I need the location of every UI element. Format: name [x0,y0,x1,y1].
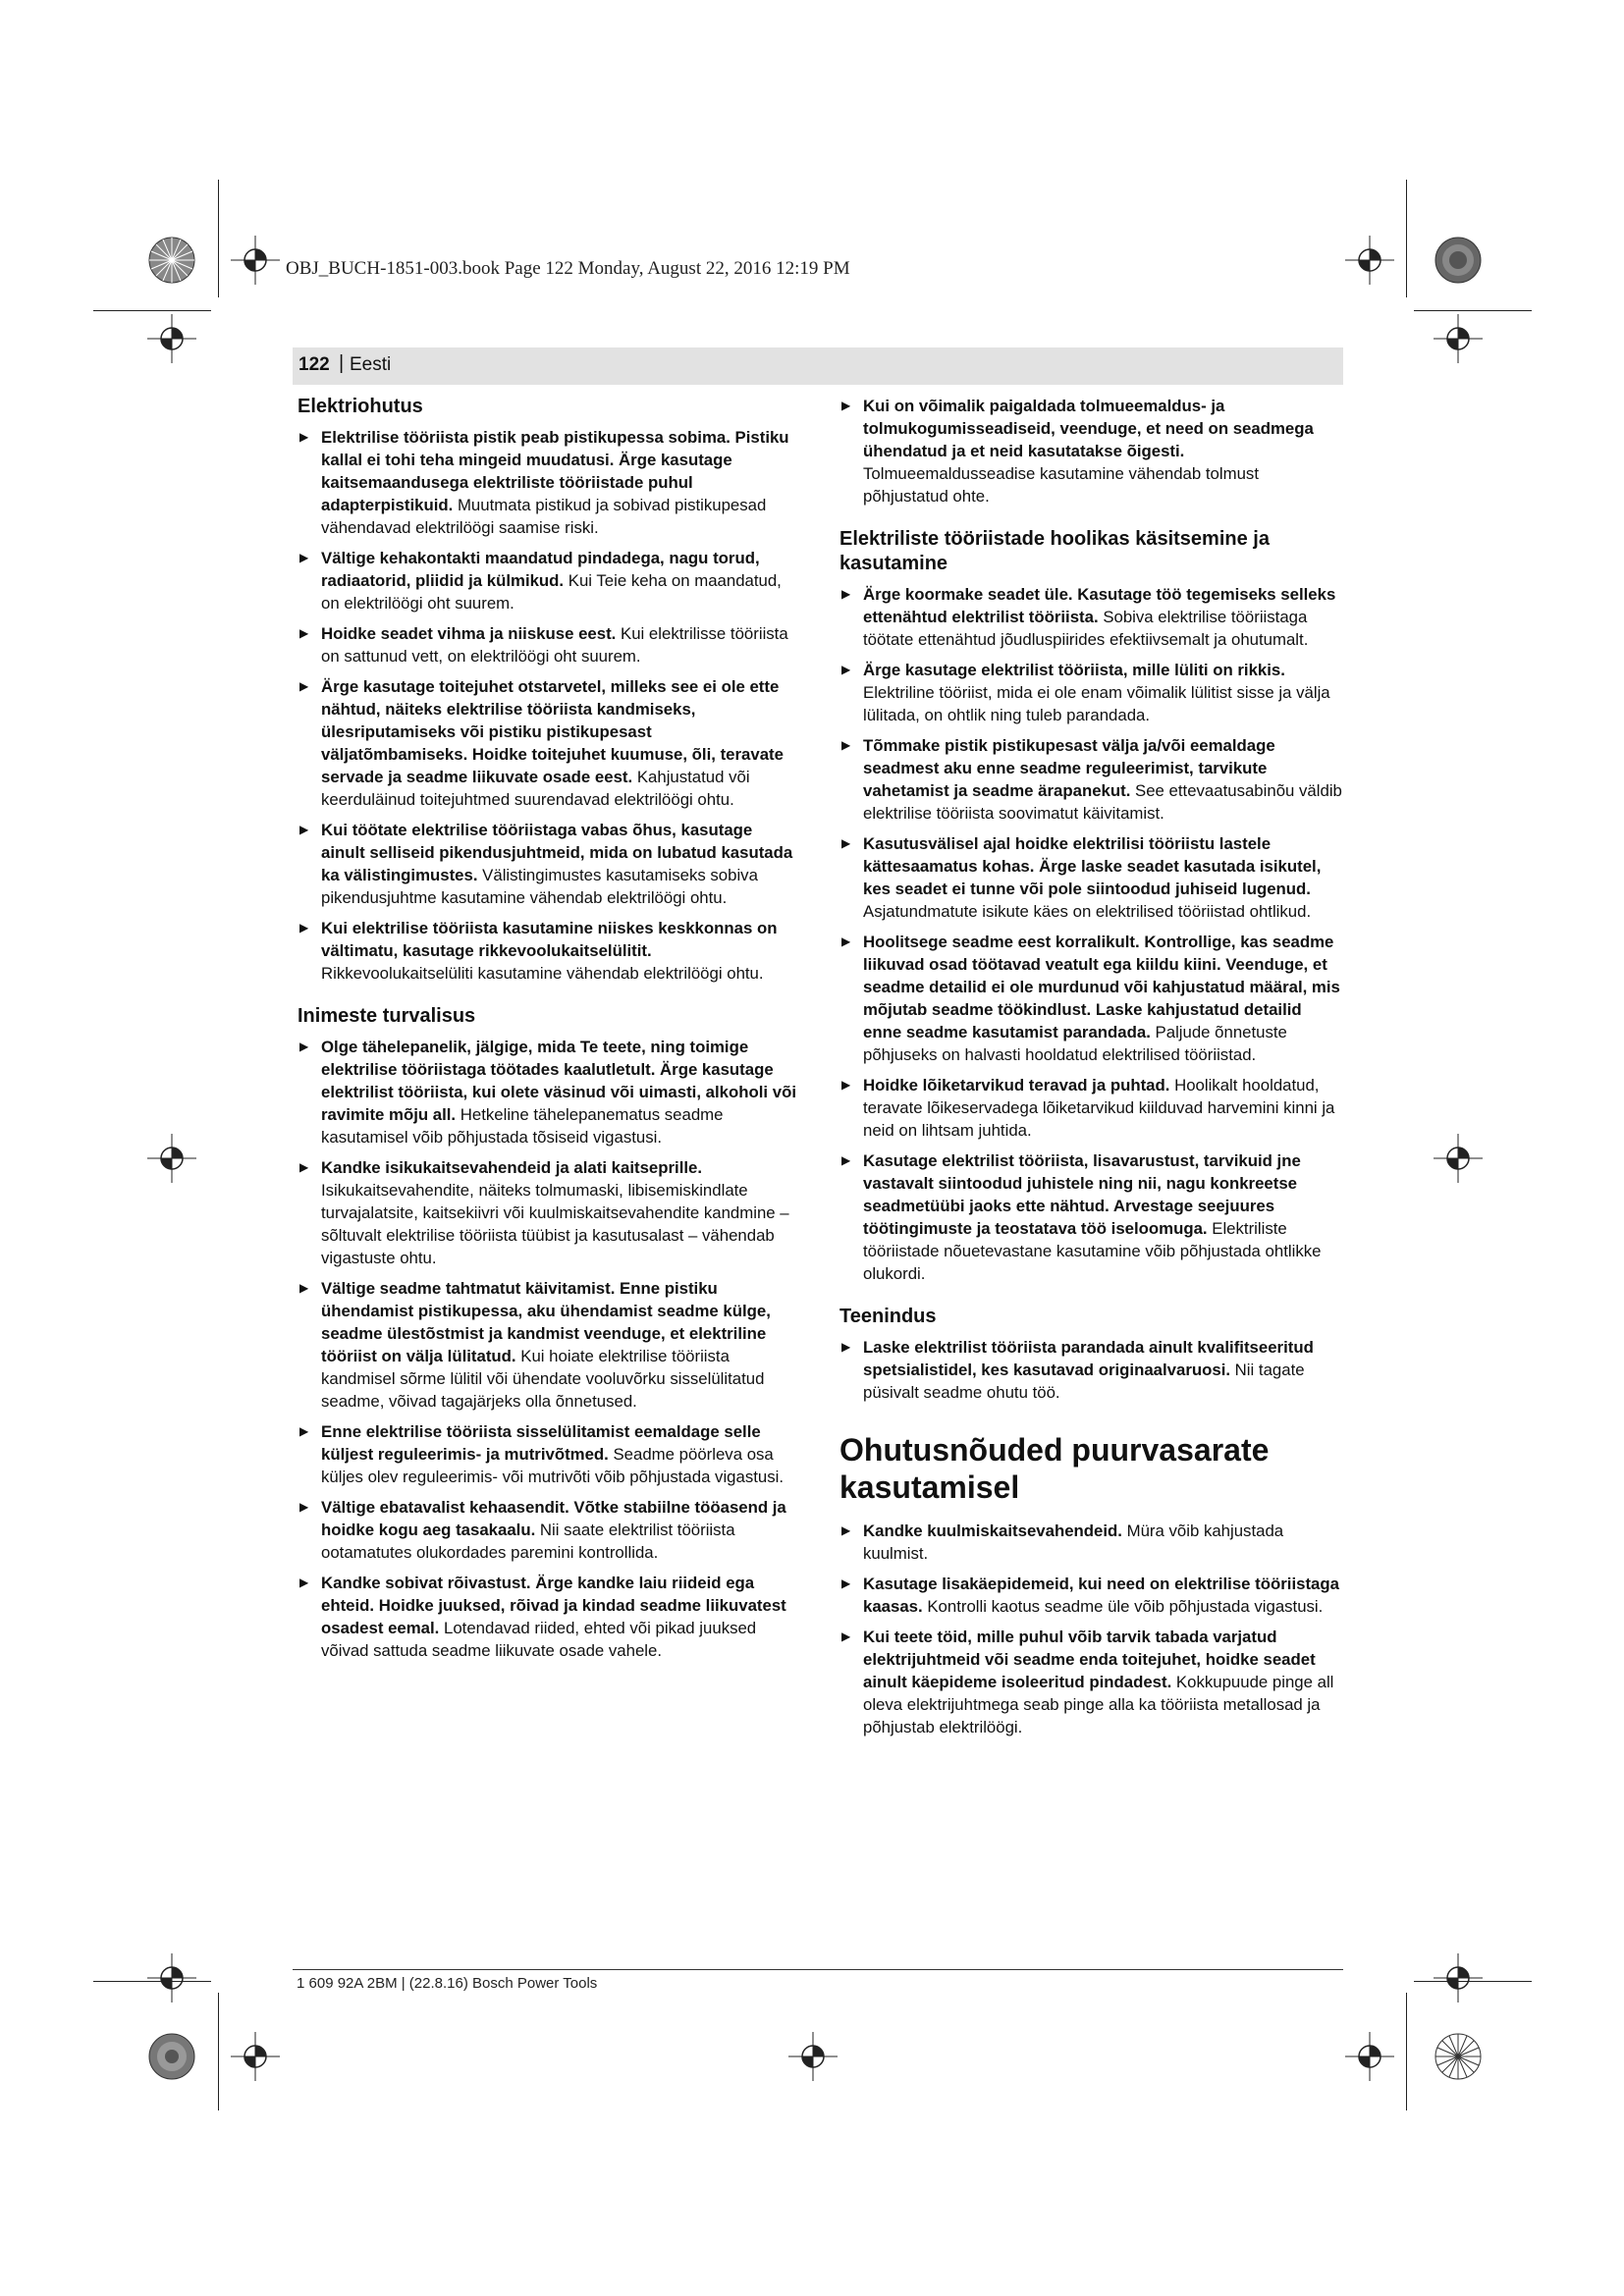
page-footer: 1 609 92A 2BM | (22.8.16) Bosch Power Tools [297,1975,598,1992]
item-bold-text: Kandke isikukaitsevahendeid ja alati kaitseprille. [321,1158,703,1177]
list-item [298,426,798,539]
list-item [298,1156,798,1269]
list-item [298,1277,798,1413]
item-bold-text: Tõmmake pistik pistikupesast välja ja/või eemaldage seadmest aku enne seadme reguleerimist, tarvikute vahetamist ja seadme ärapanekut. [863,736,1275,800]
item-bold-text: Kandke sobivat rõivastust. Ärge kandke laiu riideid ega ehteid. Hoidke juuksed, rõivad ja kindad seadme liikuvatest osadest eemal. [321,1574,786,1637]
page-number: 122 [298,354,330,375]
item-normal-text: Kahjustatud või keerduläinud toitejuhtmed suurendavad elektrilöögi ohtu. [321,768,750,809]
left-column [298,395,798,1670]
item-normal-text: Paljude õnnetuste põhjuseks on halvasti hooldatud elektrilised tööriistad. [863,1023,1287,1064]
list-item [839,931,1342,1066]
bullet-triangle-icon: ▶ [299,551,309,564]
bullet-triangle-icon: ▶ [841,663,851,676]
item-normal-text: Kontrolli kaotus seadme üle võib põhjustada vigastusi. [922,1597,1324,1616]
section-heading: Elektriohutus [298,396,423,417]
page-language: Eesti [350,354,392,375]
list-item [298,675,798,811]
crosshair-icon [147,1134,196,1183]
item-normal-text: Elektriliste tööriistade nõuetevastane kasutamine võib põhjustada ohtlikke olukordi. [863,1219,1322,1283]
item-bold-text: Kasutage lisakäepidemeid, kui need on elektrilise tööriistaga kaasas. [863,1575,1339,1616]
item-normal-text: Kui hoiate elektrilise tööriista kandmisel sõrme lülitil või ühendate vooluvõrku sisselülitatud seadme, võivad tagajärjeks olla õnnetused. [321,1347,765,1411]
bullet-list [839,583,1342,1285]
crosshair-icon [1345,2032,1394,2081]
item-bold-text: Enne elektrilise tööriista sisselülitamist eemaldage selle küljest reguleerimis- ja mutrivõtmed. [321,1422,761,1464]
chapter-heading: Ohutusnõuded puurvasarate kasutamisel [839,1432,1270,1505]
bullet-triangle-icon: ▶ [841,1340,851,1354]
item-normal-text: Hoolikalt hooldatud, teravate lõikeservadega lõiketarvikud kiilduvad harvemini kinni ja neid on lihtsam juhtida. [863,1076,1335,1140]
bullet-triangle-icon: ▶ [841,1629,851,1643]
bullet-triangle-icon: ▶ [299,823,309,836]
crosshair-icon [147,314,196,363]
bullet-list [298,426,798,985]
item-bold-text: Kasutage elektrilist tööriista, lisavarustust, tarvikuid jne vastavalt siintoodud juhistele ning nii, nagu konkreetse seadmetüübi jaoks ette nähtud. Arvestage seejuures töötingimuste ja teostatava töö iseloomuga. [863,1151,1301,1238]
item-bold-text: Kasutusvälisel ajal hoidke elektrilisi tööriistu lastele kättesaamatus kohas. Ärge laske seadet kasutada isikutel, kes seadet ei tunne või pole siintoodud juhiseid lugenud. [863,834,1322,898]
registration-circle-icon [1434,2032,1483,2081]
item-normal-text: Seadme pöörleva osa küljes olev reguleerimis- või mutrivõti võib põhjustada vigastusi. [321,1445,785,1486]
bullet-triangle-icon: ▶ [299,1160,309,1174]
crosshair-icon [1434,1953,1483,2002]
item-bold-text: Ärge kasutage elektrilist tööriista, mille lüliti on rikkis. [863,661,1285,679]
bullet-triangle-icon: ▶ [841,1576,851,1590]
crosshair-icon [1345,236,1394,285]
list-item [298,1572,798,1662]
item-bold-text: Kui elektrilise tööriista kasutamine niiskes keskkonnas on vältimatu, kasutage rikkevoolukaitselülitit. [321,919,778,960]
list-item [839,659,1342,726]
item-bold-text: Kui on võimalik paigaldada tolmueemaldus- ja tolmukogumisseadiseid, veenduge, et need on seadmega ühendatud ja et neid kasutatakse õigesti. [863,397,1314,460]
bullet-triangle-icon: ▶ [841,1153,851,1167]
list-item [839,1149,1342,1285]
item-normal-text: See ettevaatusabinõu väldib elektrilise tööriista soovimatut käivitamist. [863,781,1342,823]
bullet-triangle-icon: ▶ [299,921,309,934]
crosshair-icon [231,2032,280,2081]
crosshair-icon [147,1953,196,2002]
bullet-list [298,1036,798,1662]
item-bold-text: Kui töötate elektrilise tööriistaga vabas õhus, kasutage ainult selliseid pikendusjuhtmeid, mida on lubatud kasutada ka välistingimustes. [321,821,793,884]
list-item [839,395,1342,507]
item-bold-text: Vältige kehakontakti maandatud pindadega, nagu torud, radiaatorid, pliidid ja külmikud. [321,549,760,590]
list-item [298,622,798,667]
bullet-triangle-icon: ▶ [841,836,851,850]
item-bold-text: Hoolitsege seadme eest korralikult. Kontrollige, kas seadme liikuvad osad töötavad veatult ega kiildu kiini. Veenduge, et seadme detailid ei ole murdunud või kahjustatud määral, mis mõjutab seadme töökindlust. Laske kahjustatud detailid enne seadme kasutamist parandada. [863,933,1340,1041]
item-normal-text: Hetkeline tähelepanematus seadme kasutamisel võib põhjustada tõsiseid vigastusi. [321,1105,724,1147]
item-bold-text: Kandke kuulmiskaitsevahendeid. [863,1522,1122,1540]
list-item [298,1420,798,1488]
item-normal-text: Müra võib kahjustada kuulmist. [863,1522,1284,1563]
list-item [839,1520,1342,1565]
item-normal-text: Nii tagate püsivalt seadme ohutu töö. [863,1361,1305,1402]
crosshair-icon [788,2032,838,2081]
bullet-list [839,1336,1342,1404]
crosshair-icon [231,236,280,285]
item-bold-text: Elektrilise tööriista pistik peab pistikupessa sobima. Pistiku kallal ei tohi teha mingeid muudatusi. Ärge kasutage kaitsemaandusega elektriliste tööriistade puhul adapterpistikuid. [321,428,789,514]
item-bold-text: Ärge koormake seadet üle. Kasutage töö tegemiseks selleks ettenähtud elektrilist tööriista. [863,585,1336,626]
list-item [298,1496,798,1564]
bullet-triangle-icon: ▶ [299,1575,309,1589]
bullet-triangle-icon: ▶ [299,1040,309,1053]
right-column [839,395,1342,1746]
bullet-triangle-icon: ▶ [841,1078,851,1092]
item-normal-text: Elektriline tööriist, mida ei ole enam võimalik lülitist sisse ja välja lülitada, on ohtlik ning tuleb parandada. [863,683,1330,724]
registration-circle-icon [1434,236,1483,285]
list-item [839,734,1342,825]
item-normal-text: Kui elektrilisse tööriista on sattunud vett, on elektrilöögi oht suurem. [321,624,788,666]
item-normal-text: Isikukaitsevahendite, näiteks tolmumaski, libisemiskindlate turvajalatsite, kaitsekiivri või kuulmiskaitsevahendite kandmine – sõltuvalt elektrilise tööriista tüübist ja kasutusalast – vähendab vigastuste ohtu. [321,1181,789,1267]
item-bold-text: Ärge kasutage toitejuhet otstarvetel, milleks see ei ole ette nähtud, näiteks elektrilise tööriista kandmiseks, ülesriputamiseks või pistiku pistikupesast väljatõmbamiseks. Hoidke toitejuhet kuumuse, õli, teravate servade ja seadme liikuvate osade eest. [321,677,784,786]
item-normal-text: Välistingimustes kasutamiseks sobiva pikendusjuhtme kasutamine vähendab elektrilöögi ohtu. [321,866,758,907]
item-normal-text: Lotendavad riided, ehted või pikad juuksed võivad sattuda seadme liikuvate osade vahele. [321,1619,757,1660]
item-normal-text: Asjatundmatute isikute käes on elektrilised tööriistad ohtlikud. [863,902,1312,921]
crosshair-icon [1434,314,1483,363]
list-item [839,1573,1342,1618]
bullet-triangle-icon: ▶ [841,934,851,948]
bullet-triangle-icon: ▶ [299,679,309,693]
list-item [839,1626,1342,1738]
item-normal-text: Kui Teie keha on maandatud, on elektrilöögi oht suurem. [321,571,782,613]
bullet-triangle-icon: ▶ [299,626,309,640]
bullet-triangle-icon: ▶ [841,1523,851,1537]
item-bold-text: Olge tähelepanelik, jälgige, mida Te teete, ning toimige elektrilise tööriistaga töötades kaalutletult. Ärge kasutage elektrilist tööriista, kui olete väsinud või uimasti, alkoholi või ravimite mõju all. [321,1038,796,1124]
item-normal-text: Sobiva elektrilise tööriistaga töötate ettenähtud jõudluspiirides efektiivsemalt ja ohutumalt. [863,608,1309,649]
bullet-triangle-icon: ▶ [299,1424,309,1438]
item-bold-text: Hoidke seadet vihma ja niiskuse eest. [321,624,617,643]
bullet-list [839,395,1342,507]
bullet-triangle-icon: ▶ [841,399,851,412]
list-item [839,832,1342,923]
bullet-triangle-icon: ▶ [299,1281,309,1295]
item-normal-text: Tolmueemaldusseadise kasutamine vähendab tolmust põhjustatud ohte. [863,464,1259,506]
list-item [839,583,1342,651]
list-item [839,1336,1342,1404]
item-normal-text: Rikkevoolukaitselüliti kasutamine vähendab elektrilöögi ohtu. [321,964,764,983]
list-item [298,1036,798,1148]
list-item [298,917,798,985]
list-item [839,1074,1342,1142]
crosshair-icon [1434,1134,1483,1183]
header-separator: | [339,352,345,374]
registration-circle-icon [147,2032,196,2081]
bullet-triangle-icon: ▶ [299,1500,309,1514]
section-heading: Elektriliste tööriistade hoolikas käsitsemine ja kasutamine [839,528,1270,574]
bullet-triangle-icon: ▶ [841,587,851,601]
bullet-triangle-icon: ▶ [841,738,851,752]
item-bold-text: Hoidke lõiketarvikud teravad ja puhtad. [863,1076,1170,1095]
item-bold-text: Laske elektrilist tööriista parandada ainult kvalifitseeritud spetsialistidel, kes kasutavad originaalvaruosi. [863,1338,1314,1379]
item-bold-text: Vältige ebatavalist kehaasendit. Võtke stabiilne tööasend ja hoidke kogu aeg tasakaalu. [321,1498,786,1539]
section-heading: Teenindus [839,1306,937,1327]
footer-rule [293,1969,1343,1970]
item-normal-text: Kokkupuude pinge all oleva elektrijuhtmega seab pinge alla ka tööriista metallosad ja põhjustab elektrilöögi. [863,1673,1334,1736]
list-item [298,547,798,614]
list-item [298,819,798,909]
section-heading: Inimeste turvalisus [298,1005,476,1027]
item-bold-text: Kui teete töid, mille puhul võib tarvik tabada varjatud elektrijuhtmeid või seadme enda toitejuhet, hoidke seadet ainult käepideme isoleeritud pindadest. [863,1628,1316,1691]
bullet-list [839,1520,1342,1738]
item-normal-text: Muutmata pistikud ja sobivad pistikupesad vähendavad elektrilöögi saamise riski. [321,496,767,537]
registration-circle-icon [147,236,196,285]
print-slug: OBJ_BUCH-1851-003.book Page 122 Monday, August 22, 2016 12:19 PM [286,258,850,279]
bullet-triangle-icon: ▶ [299,430,309,444]
item-normal-text: Nii saate elektrilist tööriista ootamatutes olukordades paremini kontrollida. [321,1521,735,1562]
page-header-bar [293,347,1343,385]
item-bold-text: Vältige seadme tahtmatut käivitamist. Enne pistiku ühendamist pistikupessa, aku ühendamist seadme külge, seadme ülestõstmist ja kandmist veenduge, et elektriline tööriist on välja lülitatud. [321,1279,771,1365]
